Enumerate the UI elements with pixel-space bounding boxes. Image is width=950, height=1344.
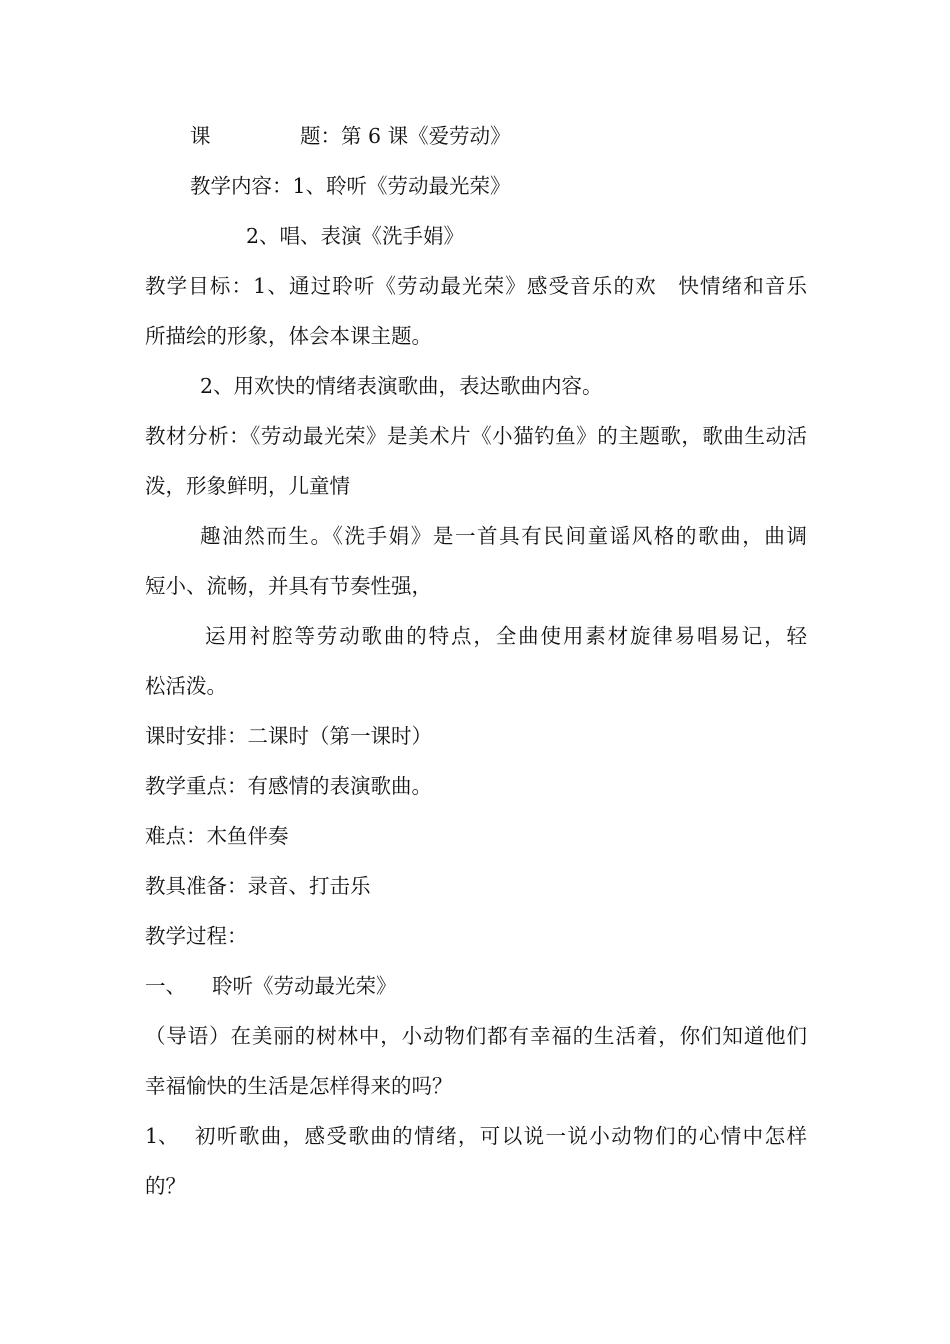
analysis-line-3b: 松活泼。 [145,674,227,698]
analysis-line-1a: 教材分析：《劳动最光荣》是美术片《小猫钓鱼》的主题歌，歌曲生动活 [145,424,807,448]
focus-line: 教学重点：有感情的表演歌曲。 [145,774,432,798]
step-1-line-a: 初听歌曲，感受歌曲的情绪，可以说一说小动物们的心情中怎样 [195,1124,807,1148]
topic-label-start: 课 [190,124,211,148]
process-heading: 教学过程： [145,924,248,948]
analysis-line-3a: 运用衬腔等劳动歌曲的特点，全曲使用素材旋律易唱易记，轻 [205,624,807,648]
section-1-title: 聆听《劳动最光荣》 [212,974,397,998]
step-1-number: 1、 [145,1124,179,1148]
analysis-line-2b: 短小、流畅，并具有节奏性强， [145,574,432,598]
section-1-number: 一、 [145,974,186,998]
step-1-line-b: 的？ [145,1174,186,1198]
tools-line: 教具准备：录音、打击乐 [145,874,371,898]
goal-line-1a: 教学目标：1、通过聆听《劳动最光荣》感受音乐的欢 快情绪和音乐 [145,274,807,298]
intro-line-a: （导语）在美丽的树林中，小动物们都有幸福的生活着，你们知道他们 [145,1024,807,1048]
content-line-2: 2、唱、表演《洗手娟》 [246,224,465,248]
analysis-line-2a: 趣油然而生。《洗手娟》是一首具有民间童谣风格的歌曲，曲调 [200,524,807,548]
topic-label: 题：第 6 课《爱劳动》 [300,124,511,148]
analysis-line-1b: 泼，形象鲜明，儿童情 [145,474,350,498]
goal-line-1b: 所描绘的形象，体会本课主题。 [145,324,432,348]
schedule-line: 课时安排：二课时（第一课时） [145,724,432,748]
goal-line-2: 2、用欢快的情绪表演歌曲，表达歌曲内容。 [200,374,603,398]
content-line-1: 教学内容：1、聆听《劳动最光荣》 [190,174,511,198]
intro-line-b: 幸福愉快的生活是怎样得来的吗？ [145,1074,453,1098]
difficulty-line: 难点：木鱼伴奏 [145,824,289,848]
